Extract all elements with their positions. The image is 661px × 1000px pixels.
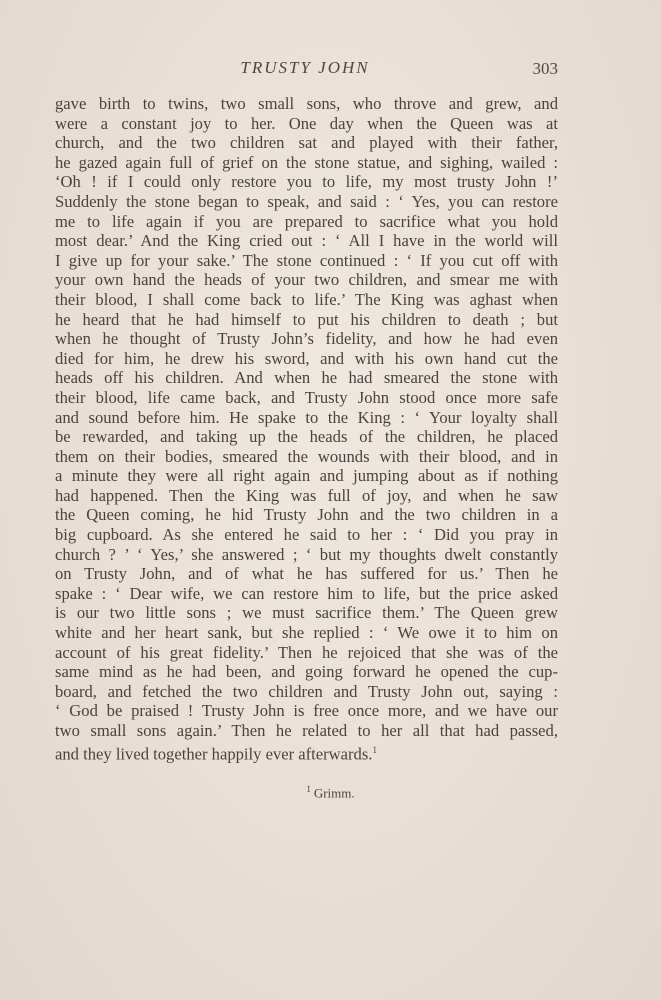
text-line: Suddenly the stone began to speak, and said : ‘ Yes, you can restore [55, 191, 558, 211]
text-line: died for him, he drew his sword, and with his own hand cut the [55, 348, 558, 368]
text-line: I give up for your sake.’ The stone continued : ‘ If you cut off with [55, 250, 558, 270]
text-line: them on their bodies, smeared the wounds with their blood, and in [55, 446, 558, 466]
text-line: be rewarded, and taking up the heads of the children, he placed [55, 427, 558, 447]
text-line: church ? ’ ‘ Yes,’ she answered ; ‘ but my thoughts dwelt constantly [55, 544, 558, 564]
running-title: TRUSTY JOHN [240, 58, 370, 77]
text-line: church, and the two children sat and played with their father, [55, 133, 558, 153]
text-line: their blood, life came back, and Trusty John stood once more safe [55, 387, 558, 407]
text-line: white and her heart sank, but she replied : ‘ We owe it to him on [55, 623, 558, 643]
text-line: spake : ‘ Dear wife, we can restore him to life, but the price asked [55, 583, 558, 603]
text-line: is our two little sons ; we must sacrifice them.’ The Queen grew [55, 603, 558, 623]
text-line: their blood, I shall come back to life.’ The King was aghast when [55, 289, 558, 309]
text-line: a minute they were all right again and jumping about as if nothing [55, 466, 558, 486]
text-line: were a constant joy to her. One day when the Queen was at [55, 113, 558, 133]
text-line: ‘Oh ! if I could only restore you to life, my most trusty John !’ [55, 172, 558, 192]
footnote-mark: 1 [306, 784, 311, 794]
footnote [0, 784, 661, 801]
text-line: and sound before him. He spake to the King : ‘ Your loyalty shall [55, 407, 558, 427]
text-line: when he thought of Trusty John’s fidelity, and how he had even [55, 329, 558, 349]
text-line: he gazed again full of grief on the stone statue, and sighing, wailed : [55, 152, 558, 172]
footnote-text: Grimm. [313, 785, 355, 801]
page-number: 303 [532, 59, 558, 78]
text-line: gave birth to twins, two small sons, who throve and grew, and [55, 94, 558, 113]
text-line: account of his great fidelity.’ Then he rejoiced that she was of the [55, 642, 558, 662]
text-line: the Queen coming, he hid Trusty John and the two children in a [55, 505, 558, 525]
body-text [55, 94, 558, 764]
text-line: ‘ God be praised ! Trusty John is free once more, and we have our [55, 701, 558, 721]
text-line: me to life again if you are prepared to sacrifice what you hold [55, 211, 558, 231]
text-line: two small sons again.’ Then he related to her all that had passed, [55, 721, 558, 740]
text-line: on Trusty John, and of what he has suffered for us.’ Then he [55, 564, 558, 584]
text-line: heads off his children. And when he had smeared the stone with [55, 368, 558, 388]
text-line: big cupboard. As she entered he said to her : ‘ Did you pray in [55, 525, 558, 545]
text-line: same mind as he had been, and going forward he opened the cup- [55, 662, 558, 682]
page-header [52, 58, 558, 82]
text-line: he heard that he had himself to put his children to death ; but [55, 309, 558, 329]
text-line: your own hand the heads of your two children, and smear me with [55, 270, 558, 290]
text-line: and they lived together happily ever afterwards.$^1$ [55, 744, 377, 764]
text-line: had happened. Then the King was full of joy, and when he saw [55, 485, 558, 505]
text-line: board, and fetched the two children and Trusty John out, saying : [55, 681, 558, 701]
footnote-reference: 1 [372, 744, 377, 755]
text-line: most dear.’ And the King cried out : ‘ All I have in the world will [55, 231, 558, 251]
